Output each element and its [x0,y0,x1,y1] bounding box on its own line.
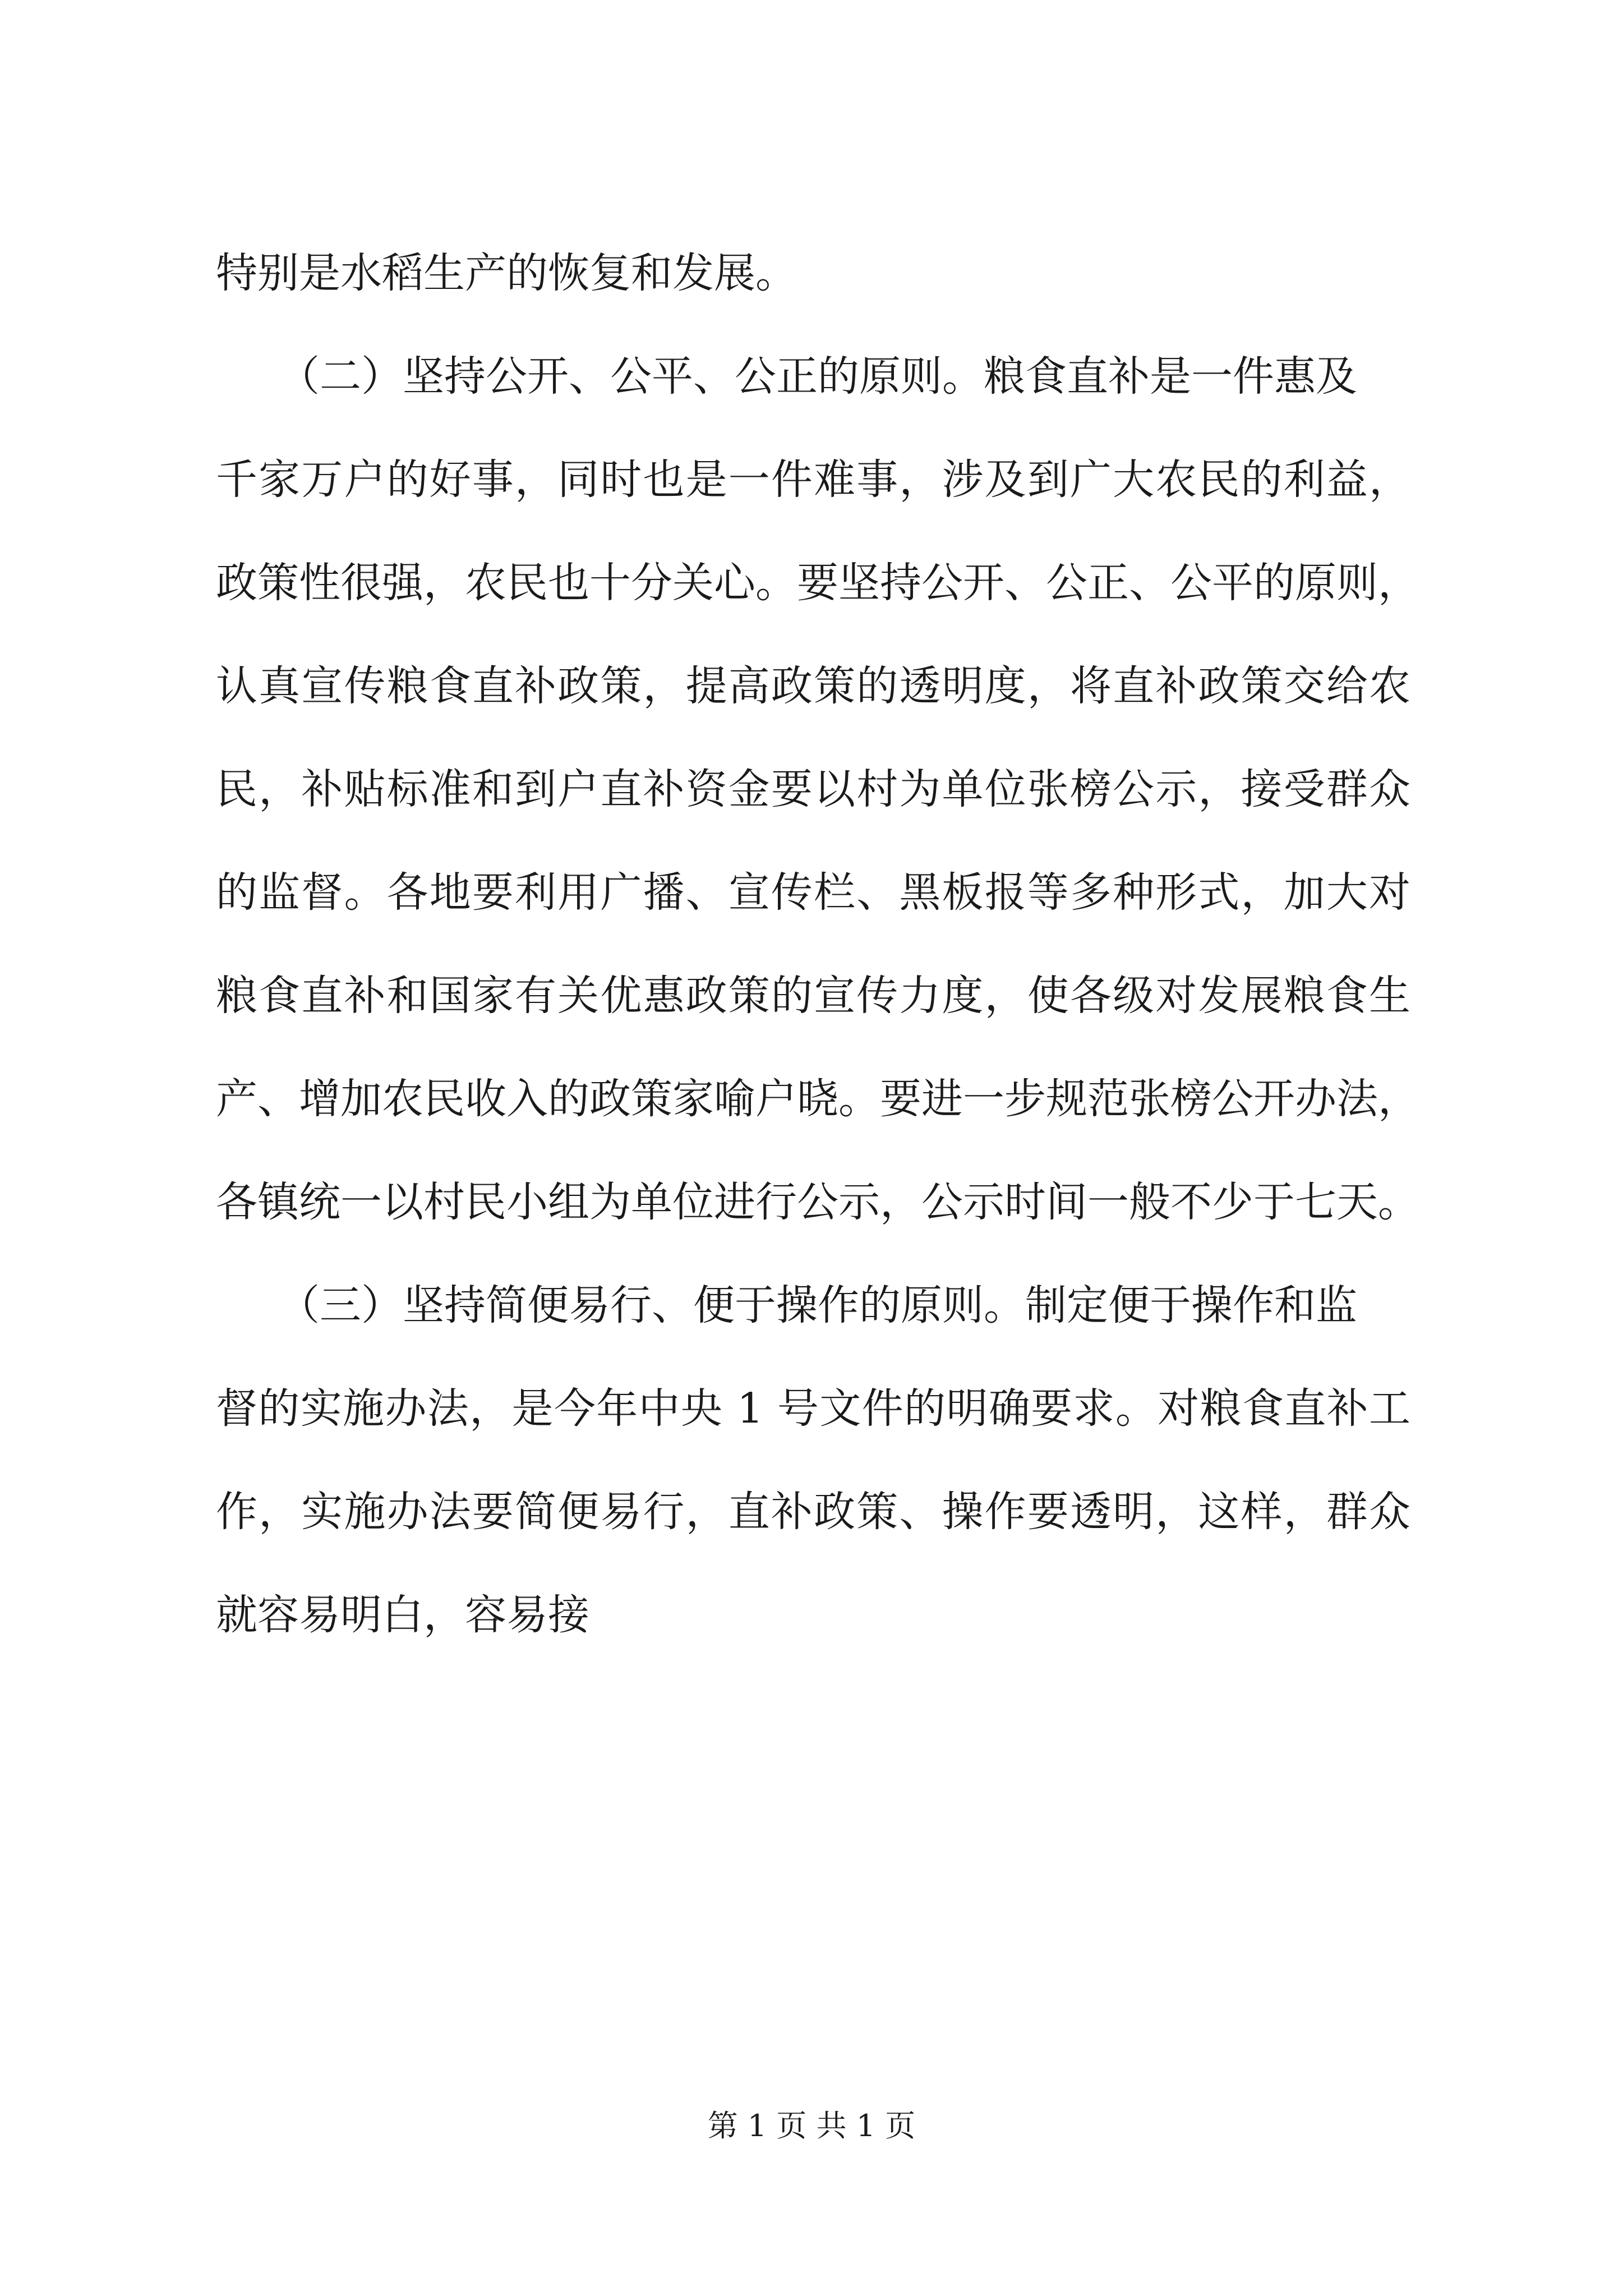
paragraph-start-line: （三）坚持简便易行、便于操作的原则。制定便于操作和监 [216,1281,1357,1329]
text-line: 就容易明白，容易接 [216,1591,589,1639]
text-line: 督的实施办法，是今年中央 1 号文件的明确要求。对粮食直补工 [216,1384,1410,1433]
page-footer: 第 1 页 共 1 页 [707,2108,916,2143]
paragraph-start-line: （二）坚持公开、公平、公正的原则。粮食直补是一件惠及 [216,352,1357,401]
text-line: 作，实施办法要简便易行，直补政策、操作要透明，这样，群众 [216,1488,1410,1536]
text-line: 产、增加农民收入的政策家喻户晓。要进一步规范张榜公开办法， [216,1075,1419,1123]
text-line: 特别是水稻生产的恢复和发展。 [216,249,797,297]
text-line: 粮食直补和国家有关优惠政策的宣传力度，使各级对发展粮食生 [216,972,1410,1020]
text-line: 千家万户的好事，同时也是一件难事，涉及到广大农民的利益， [216,455,1410,504]
text-line: 各镇统一以村民小组为单位进行公示，公示时间一般不少于七天。 [216,1178,1419,1226]
text-line: 政策性很强，农民也十分关心。要坚持公开、公正、公平的原则， [216,559,1419,607]
text-line: 的监督。各地要利用广播、宣传栏、黑板报等多种形式，加大对 [216,868,1410,917]
text-line: 民，补贴标准和到户直补资金要以村为单位张榜公示，接受群众 [216,765,1410,813]
text-line: 认真宣传粮食直补政策，提高政策的透明度，将直补政策交给农 [216,662,1410,710]
body-text [216,249,1419,1695]
